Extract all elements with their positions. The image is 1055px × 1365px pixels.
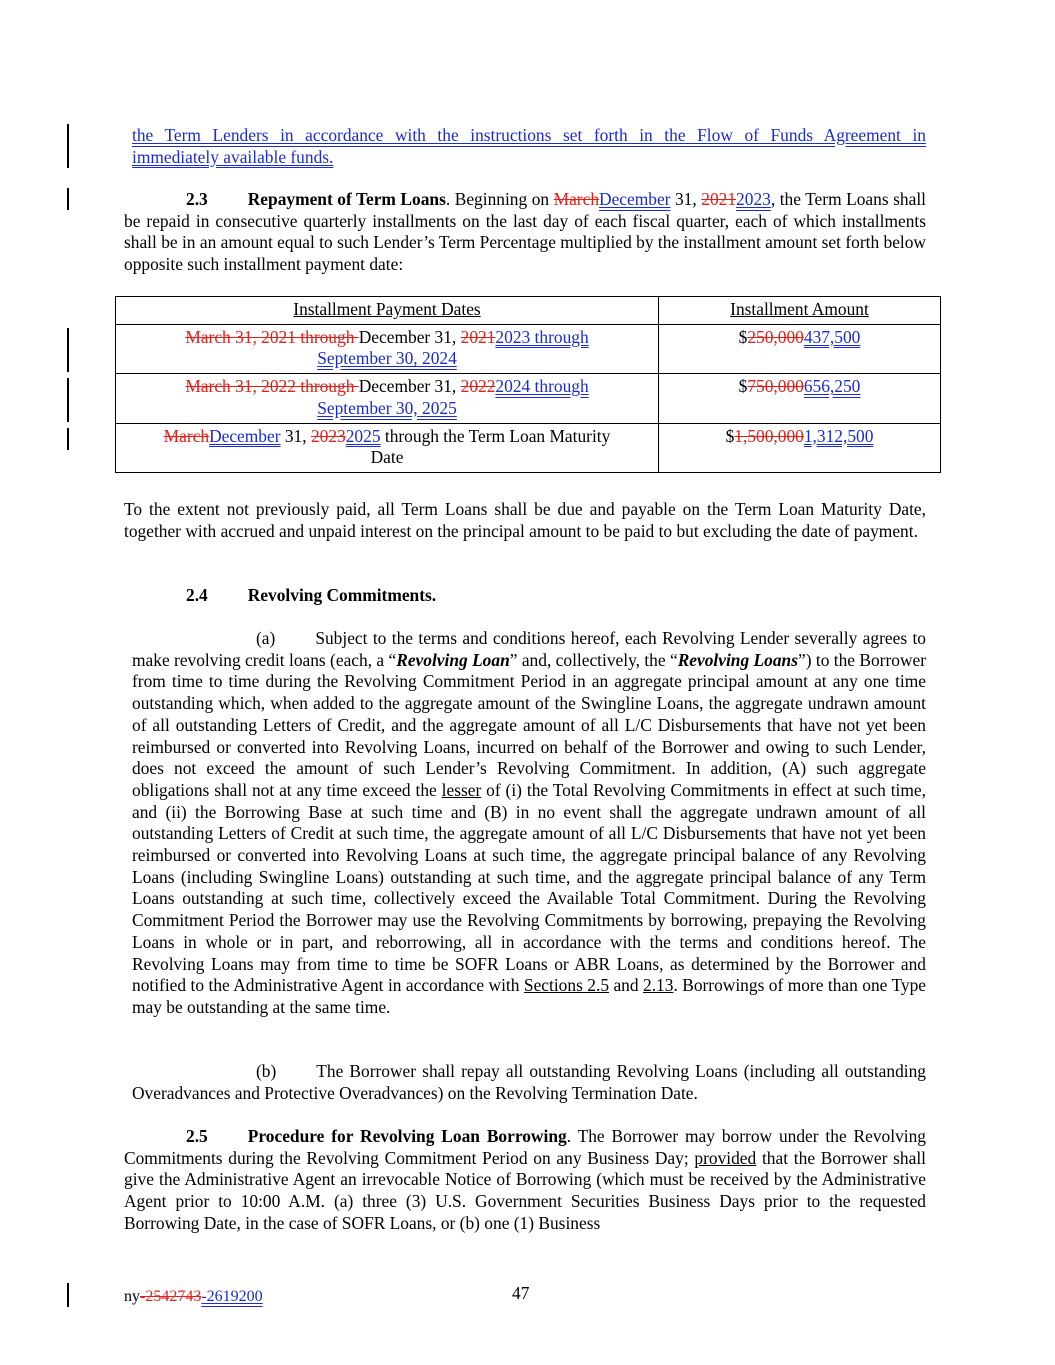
maturity-paragraph: To the extent not previously paid, all Term Loans shall be due and payable on the Term Loan Maturity Date, together with accrued and unpaid interest on the principal amount to be paid to but excluding the date of payment. <box>124 499 926 541</box>
section-number: 2.4 <box>186 585 208 605</box>
deleted-text: -2542743 <box>140 1288 202 1305</box>
deleted-text: March <box>553 189 600 209</box>
change-bar <box>67 378 69 422</box>
inserted-text: 2023 <box>736 189 771 209</box>
section-title: Revolving Commitments. <box>247 585 437 605</box>
table-row <box>116 324 941 373</box>
payment-date-cell: MarchDecember 31, 20232025 through the Term Loan Maturity Date <box>116 423 659 472</box>
section-2-3: 2.3 Repayment of Term Loans. Beginning on MarchDecember 31, 20212023, the Term Loans shall be repaid in consecutive quarterly installments on the last day of each fiscal quarter, each of which installments shall be in an amount equal to such Lender’s Term Percentage multiplied by the installment amount set forth below opposite such installment payment date: <box>124 189 926 275</box>
table-header-row <box>116 297 941 325</box>
section-number: 2.5 <box>186 1126 208 1146</box>
document-id: ny-2542743-2619200 <box>124 1288 263 1305</box>
deleted-text: 2021 <box>701 189 737 209</box>
intro-paragraph <box>132 125 926 168</box>
change-bar <box>67 124 69 168</box>
defined-term: Revolving Loan <box>396 649 510 670</box>
amount-cell: $750,000656,250 <box>659 374 941 423</box>
defined-term: Revolving Loans <box>677 649 798 670</box>
column-header: Installment Payment Dates <box>116 297 659 325</box>
column-header: Installment Amount <box>659 297 941 325</box>
clause-label: (a) <box>256 628 276 648</box>
cross-reference: 2.13 <box>643 975 674 996</box>
section-number: 2.3 <box>186 189 208 209</box>
inserted-text: immediately available funds. <box>132 146 334 167</box>
change-bar <box>67 328 69 372</box>
payment-date-cell: March 31, 2022 through December 31, 20222024 through September 30, 2025 <box>116 374 659 423</box>
change-bar <box>67 428 69 450</box>
amount-cell: $1,500,0001,312,500 <box>659 423 941 472</box>
inserted-text: -2619200 <box>201 1288 263 1305</box>
section-2-5: 2.5 Procedure for Revolving Loan Borrowing. The Borrower may borrow under the Revolving Commitments during the Revolving Commitment Period on any Business Day; provided that the Borrower shall give the Administrative Agent an irrevocable Notice of Borrowing (which must be received by the Administrative Agent prior to 10:00 A.M. (a) three (3) U.S. Government Securities Business Days prior to the requested Borrowing Date, in the case of SOFR Loans, or (b) one (1) Business <box>124 1126 927 1233</box>
cross-reference: Sections 2.5 <box>523 975 610 996</box>
clause-label: (b) <box>256 1061 277 1081</box>
page-number: 47 <box>512 1283 530 1303</box>
installment-table <box>115 296 941 473</box>
inserted-text: December <box>599 189 671 209</box>
section-title: Repayment of Term Loans <box>247 189 446 209</box>
payment-date-cell: March 31, 2021 through December 31, 20212023 through September 30, 2024 <box>116 324 659 373</box>
change-bar <box>67 188 69 210</box>
section-2-4-a: (a) Subject to the terms and conditions hereof, each Revolving Lender severally agrees to make revolving credit loans (each, a “Revolving Loan” and, collectively, the “Revolving Loans”) to the Borrower from time to time during the Revolving Commitment Period in an aggregate principal amount at any one time outstanding which, when added to the aggregate amount of the Swingline Loans, the aggregate undrawn amount of all outstanding Letters of Credit, and the aggregate amount of all L/C Disbursements that have not yet been reimbursed or converted into Revolving Loans, incurred on behalf of the Borrower and owing to such Lender, does not exceed the amount of such Lender’s Revolving Commitment. In addition, (A) such aggregate obligations shall not at any time exceed the lesser of (i) the Total Revolving Commitments in effect at such time, and (ii) the Borrowing Base at such time and (B) in no event shall the aggregate undrawn amount of all outstanding Letters of Credit at such time, the aggregate amount of all L/C Disbursements that have not yet been reimbursed or converted into Revolving Loans at such time, the aggregate principal balance of any Revolving Loans (including Swingline Loans) outstanding at such time, and the aggregate principal balance of any Term Loans outstanding at such time, collectively exceed the Available Total Commitment. During the Revolving Commitment Period the Borrower may use the Revolving Commitments by borrowing, prepaying the Revolving Loans in whole or in part, and reborrowing, all in accordance with the terms and conditions hereof. The Revolving Loans may from time to time be SOFR Loans or ABR Loans, as determined by the Borrower and notified to the Administrative Agent in accordance with Sections 2.5 and 2.13. Borrowings of more than one Type may be outstanding at the same time. <box>132 628 927 1017</box>
table-row <box>116 374 941 423</box>
amount-cell: $250,000437,500 <box>659 324 941 373</box>
section-2-4-heading <box>186 585 786 607</box>
change-bar <box>67 1283 69 1307</box>
section-title: Procedure for Revolving Loan Borrowing <box>247 1126 567 1146</box>
section-2-4-b: (b) The Borrower shall repay all outstanding Revolving Loans (including all outstanding Overadvances and Protective Overadvances) on the Revolving Termination Date. <box>132 1061 926 1103</box>
table-row <box>116 423 941 472</box>
inserted-text: the Term Lenders in accordance with the instructions set forth in the Flow of Funds Agreement in <box>132 125 926 145</box>
